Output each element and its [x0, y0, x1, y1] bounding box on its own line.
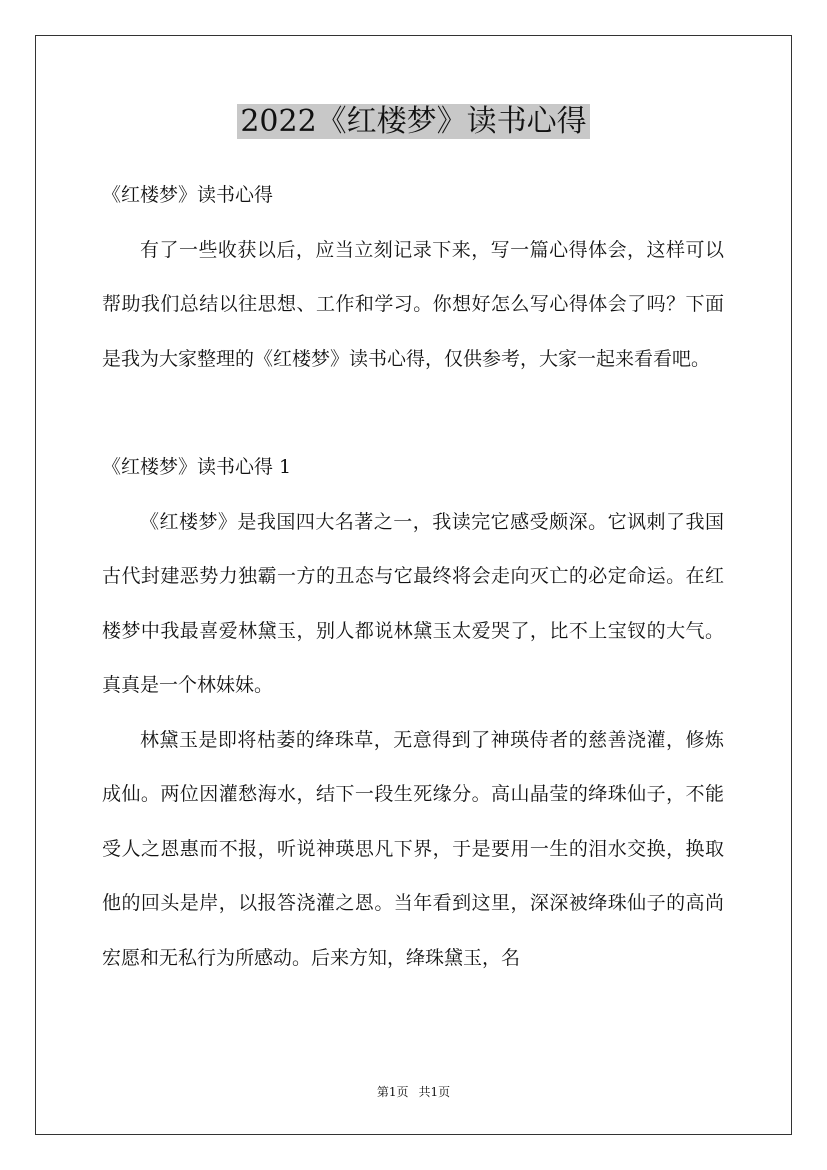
section-paragraph-1: 《红楼梦》是我国四大名著之一，我读完它感受颇深。它讽刺了我国古代封建恶势力独霸一方的丑态与它最终将会走向灭亡的必定命运。在红楼梦中我最喜爱林黛玉，别人都说林黛玉太爱哭了，比不上宝钗的大气。真真是一个林妹妹。 — [102, 510, 724, 696]
intro-heading: 《红楼梦》读书心得 — [102, 184, 274, 206]
document-body — [102, 168, 724, 985]
document-title — [0, 98, 827, 146]
page-number: 第1页 — [376, 1085, 409, 1099]
document-title-text: 2022《红楼梦》读书心得 — [237, 104, 589, 139]
page-footer — [0, 1083, 827, 1101]
intro-paragraph: 有了一些收获以后，应当立刻记录下来，写一篇心得体会，这样可以帮助我们总结以往思想、工作和学习。你想好怎么写心得体会了吗？下面是我为大家整理的《红楼梦》读书心得，仅供参考，大家一起来看看吧。 — [102, 238, 724, 370]
section-heading: 《红楼梦》读书心得 1 — [102, 456, 292, 478]
page-total: 共1页 — [418, 1085, 451, 1099]
section-paragraph-2: 林黛玉是即将枯萎的绛珠草，无意得到了神瑛侍者的慈善浇灌，修炼成仙。两位因灌愁海水，结下一段生死缘分。高山晶莹的绛珠仙子，不能受人之恩惠而不报，听说神瑛思凡下界，于是要用一生的泪水交换，换取他的回头是岸，以报答浇灌之恩。当年看到这里，深深被绛珠仙子的高尚宏愿和无私行为所感动。后来方知，绛珠黛玉，名 — [102, 728, 724, 969]
